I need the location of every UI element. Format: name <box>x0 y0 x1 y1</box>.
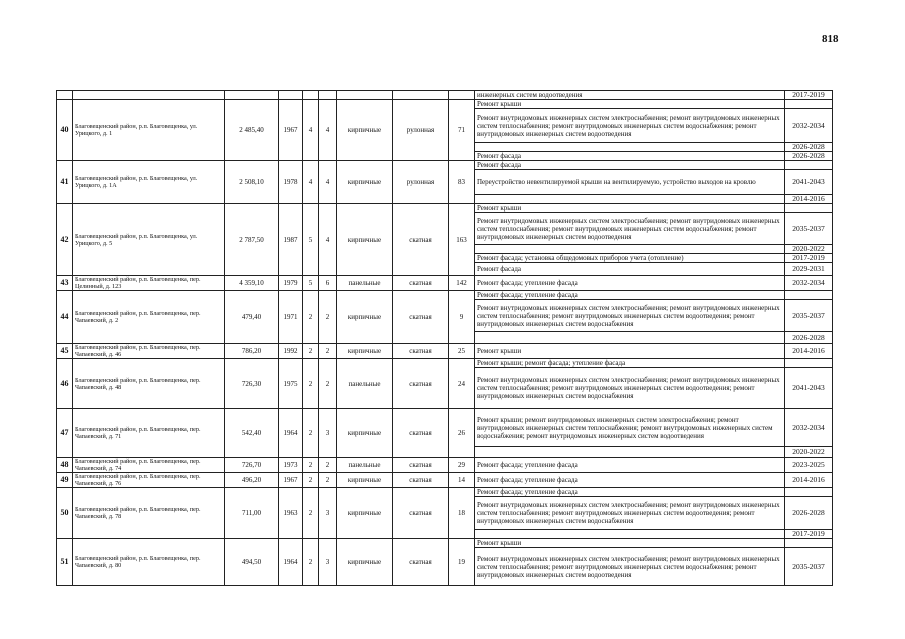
work-description: Ремонт фасада <box>475 152 785 161</box>
roof-type: скатная <box>393 344 449 359</box>
table-row <box>57 473 833 488</box>
wall-material: кирпичные <box>337 100 393 161</box>
floors: 2 <box>303 359 319 409</box>
table-row <box>57 291 833 300</box>
floors: 2 <box>303 409 319 458</box>
work-description <box>475 332 785 344</box>
address: Благовещенский район, р.п. Благовещенка, пер. Чапаевский, д. 2 <box>73 291 225 344</box>
roof-type: скатная <box>393 204 449 276</box>
wall-material: кирпичные <box>337 291 393 344</box>
wall-material: кирпичные <box>337 161 393 204</box>
floors: 5 <box>303 276 319 291</box>
floors: 2 <box>303 458 319 473</box>
work-years <box>785 204 833 213</box>
work-description <box>475 447 785 458</box>
address: Благовещенский район, р.п. Благовещенка, пер. Целинный, д. 123 <box>73 276 225 291</box>
residents-count: 25 <box>449 344 475 359</box>
table-row <box>57 409 833 447</box>
empty-cell <box>57 91 73 100</box>
address: Благовещенский район, р.п. Благовещенка, ул. Урицкого, д. 5 <box>73 204 225 276</box>
work-description: Ремонт фасада; утепление фасада <box>475 488 785 497</box>
build-year: 1964 <box>279 409 303 458</box>
build-year: 1978 <box>279 161 303 204</box>
entrances: 2 <box>319 291 337 344</box>
row-number: 43 <box>57 276 73 291</box>
entrances: 4 <box>319 204 337 276</box>
roof-type: скатная <box>393 458 449 473</box>
total-area: 2 508,10 <box>225 161 279 204</box>
build-year: 1963 <box>279 488 303 539</box>
work-years <box>785 539 833 548</box>
build-year: 1973 <box>279 458 303 473</box>
residents-count: 163 <box>449 204 475 276</box>
empty-cell <box>337 91 393 100</box>
entrances: 2 <box>319 473 337 488</box>
empty-cell <box>319 91 337 100</box>
work-description: Ремонт крыши <box>475 100 785 109</box>
work-years <box>785 488 833 497</box>
address: Благовещенский район, р.п. Благовещенка, пер. Чапаевский, д. 46 <box>73 344 225 359</box>
work-years: 2032-2034 <box>785 109 833 143</box>
residents-count: 26 <box>449 409 475 458</box>
total-area: 726,30 <box>225 359 279 409</box>
build-year: 1992 <box>279 344 303 359</box>
work-description <box>475 195 785 204</box>
empty-cell <box>449 91 475 100</box>
work-years: 2029-2031 <box>785 263 833 276</box>
row-number: 45 <box>57 344 73 359</box>
address: Благовещенский район, р.п. Благовещенка, пер. Чапаевский, д. 78 <box>73 488 225 539</box>
address: Благовещенский район, р.п. Благовещенка, пер. Чапаевский, д. 71 <box>73 409 225 458</box>
work-description: Ремонт внутридомовых инженерных систем электроснабжения; ремонт внутридомовых инженерных систем теплоснабжения; ремонт внутридомовых инженерных систем водоснабжения; ремонт внутридомовых инженерных систем водоотведения <box>475 548 785 586</box>
work-years: 2023-2025 <box>785 458 833 473</box>
build-year: 1971 <box>279 291 303 344</box>
work-years: 2041-2043 <box>785 368 833 409</box>
address: Благовещенский район, р.п. Благовещенка, пер. Чапаевский, д. 74 <box>73 458 225 473</box>
row-number: 42 <box>57 204 73 276</box>
total-area: 786,20 <box>225 344 279 359</box>
table-row <box>57 344 833 359</box>
address: Благовещенский район, р.п. Благовещенка, ул. Урицкого, д. 1 <box>73 100 225 161</box>
work-description: Ремонт фасада; утепление фасада <box>475 276 785 291</box>
work-years: 2014-2016 <box>785 195 833 204</box>
work-description: инженерных систем водоотведения <box>475 91 785 100</box>
build-year: 1979 <box>279 276 303 291</box>
work-description: Ремонт внутридомовых инженерных систем электроснабжения; ремонт внутридомовых инженерных систем теплоснабжения; ремонт внутридомовых инженерных систем водоснабжения; ремонт внутридомовых инженерных систем водоотведения <box>475 109 785 143</box>
work-years: 2014-2016 <box>785 473 833 488</box>
build-year: 1975 <box>279 359 303 409</box>
build-year: 1967 <box>279 473 303 488</box>
work-description: Переустройство невентилируемой крыши на вентилируемую, устройство выходов на кровлю <box>475 170 785 195</box>
table-row <box>57 276 833 291</box>
work-years: 2035-2037 <box>785 300 833 332</box>
address: Благовещенский район, р.п. Благовещенка, пер. Чапаевский, д. 48 <box>73 359 225 409</box>
row-number: 48 <box>57 458 73 473</box>
work-description: Ремонт фасада; утепление фасада <box>475 291 785 300</box>
build-year: 1987 <box>279 204 303 276</box>
wall-material: панельные <box>337 359 393 409</box>
table-row <box>57 100 833 109</box>
residents-count: 9 <box>449 291 475 344</box>
floors: 2 <box>303 539 319 586</box>
work-years: 2020-2022 <box>785 447 833 458</box>
work-description: Ремонт крыши <box>475 539 785 548</box>
entrances: 2 <box>319 344 337 359</box>
residents-count: 24 <box>449 359 475 409</box>
total-area: 496,20 <box>225 473 279 488</box>
row-number: 47 <box>57 409 73 458</box>
entrances: 2 <box>319 359 337 409</box>
roof-type: скатная <box>393 488 449 539</box>
work-description: Ремонт крыши <box>475 344 785 359</box>
work-description: Ремонт внутридомовых инженерных систем электроснабжения; ремонт внутридомовых инженерных систем теплоснабжения; ремонт внутридомовых инженерных систем водоотведения; ремонт внутридомовых инженерных систем водоснабжения <box>475 497 785 530</box>
page-number: 818 <box>822 33 839 45</box>
table-row <box>57 204 833 213</box>
work-description: Ремонт фасада <box>475 263 785 276</box>
empty-cell <box>73 91 225 100</box>
residents-count: 71 <box>449 100 475 161</box>
residents-count: 83 <box>449 161 475 204</box>
roof-type: скатная <box>393 291 449 344</box>
work-years <box>785 100 833 109</box>
work-description: Ремонт внутридомовых инженерных систем электроснабжения; ремонт внутридомовых инженерных систем теплоснабжения; ремонт внутридомовых инженерных систем водоснабжения; ремонт внутридомовых инженерных систем водоотведения <box>475 213 785 245</box>
roof-type: рулонная <box>393 100 449 161</box>
total-area: 726,70 <box>225 458 279 473</box>
roof-type: скатная <box>393 359 449 409</box>
work-years: 2020-2022 <box>785 245 833 254</box>
floors: 4 <box>303 161 319 204</box>
total-area: 542,40 <box>225 409 279 458</box>
entrances: 3 <box>319 409 337 458</box>
wall-material: кирпичные <box>337 488 393 539</box>
work-years: 2032-2034 <box>785 409 833 447</box>
work-years: 2017-2019 <box>785 530 833 539</box>
work-description: Ремонт крыши <box>475 204 785 213</box>
work-years <box>785 161 833 170</box>
work-description: Ремонт внутридомовых инженерных систем электроснабжения; ремонт внутридомовых инженерных систем теплоснабжения; ремонт внутридомовых инженерных систем водоотведения; ремонт внутридомовых инженерных систем водоснабжения <box>475 300 785 332</box>
work-years: 2041-2043 <box>785 170 833 195</box>
work-description: Ремонт внутридомовых инженерных систем электроснабжения; ремонт внутридомовых инженерных систем теплоснабжения; ремонт внутридомовых инженерных систем водоотведения; ремонт внутридомовых инженерных систем водоснабжения <box>475 368 785 409</box>
work-years: 2035-2037 <box>785 213 833 245</box>
entrances: 2 <box>319 458 337 473</box>
floors: 2 <box>303 344 319 359</box>
work-description <box>475 143 785 152</box>
table-row <box>57 359 833 368</box>
floors: 2 <box>303 291 319 344</box>
wall-material: кирпичные <box>337 204 393 276</box>
row-number: 40 <box>57 100 73 161</box>
total-area: 494,50 <box>225 539 279 586</box>
row-number: 51 <box>57 539 73 586</box>
entrances: 3 <box>319 539 337 586</box>
floors: 5 <box>303 204 319 276</box>
work-years: 2035-2037 <box>785 548 833 586</box>
work-description: Ремонт фасада <box>475 161 785 170</box>
table-row <box>57 488 833 497</box>
empty-cell <box>303 91 319 100</box>
wall-material: кирпичные <box>337 473 393 488</box>
table-row <box>57 161 833 170</box>
roof-type: скатная <box>393 276 449 291</box>
roof-type: скатная <box>393 409 449 458</box>
residents-count: 19 <box>449 539 475 586</box>
row-number: 41 <box>57 161 73 204</box>
work-description <box>475 530 785 539</box>
roof-type: скатная <box>393 539 449 586</box>
wall-material: панельные <box>337 458 393 473</box>
empty-cell <box>279 91 303 100</box>
residents-count: 29 <box>449 458 475 473</box>
work-years: 2017-2019 <box>785 91 833 100</box>
work-description: Ремонт фасада; установка общедомовых приборов учета (отопление) <box>475 254 785 263</box>
wall-material: кирпичные <box>337 344 393 359</box>
empty-cell <box>225 91 279 100</box>
work-years <box>785 359 833 368</box>
table-row <box>57 91 833 100</box>
residents-count: 18 <box>449 488 475 539</box>
row-number: 49 <box>57 473 73 488</box>
total-area: 2 787,50 <box>225 204 279 276</box>
build-year: 1967 <box>279 100 303 161</box>
register-table <box>56 90 833 586</box>
work-years: 2017-2019 <box>785 254 833 263</box>
floors: 2 <box>303 488 319 539</box>
work-description: Ремонт фасада; утепление фасада <box>475 458 785 473</box>
row-number: 46 <box>57 359 73 409</box>
empty-cell <box>393 91 449 100</box>
entrances: 3 <box>319 488 337 539</box>
floors: 4 <box>303 100 319 161</box>
table-row <box>57 458 833 473</box>
work-years <box>785 291 833 300</box>
residents-count: 142 <box>449 276 475 291</box>
wall-material: панельные <box>337 276 393 291</box>
work-description: Ремонт крыши; ремонт внутридомовых инженерных систем электроснабжения; ремонт внутридомовых инженерных систем теплоснабжения; ремонт внутридомовых инженерных систем водоснабжения; ремонт внутридомовых инженерных систем водоотведения <box>475 409 785 447</box>
work-years: 2014-2016 <box>785 344 833 359</box>
work-years: 2032-2034 <box>785 276 833 291</box>
entrances: 6 <box>319 276 337 291</box>
row-number: 50 <box>57 488 73 539</box>
build-year: 1964 <box>279 539 303 586</box>
total-area: 2 485,40 <box>225 100 279 161</box>
total-area: 711,00 <box>225 488 279 539</box>
work-description <box>475 245 785 254</box>
address: Благовещенский район, р.п. Благовещенка, пер. Чапаевский, д. 76 <box>73 473 225 488</box>
residents-count: 14 <box>449 473 475 488</box>
total-area: 4 359,10 <box>225 276 279 291</box>
total-area: 479,40 <box>225 291 279 344</box>
floors: 2 <box>303 473 319 488</box>
entrances: 4 <box>319 100 337 161</box>
wall-material: кирпичные <box>337 539 393 586</box>
entrances: 4 <box>319 161 337 204</box>
work-years: 2026-2028 <box>785 332 833 344</box>
address: Благовещенский район, р.п. Благовещенка, ул. Урицкого, д. 1А <box>73 161 225 204</box>
address: Благовещенский район, р.п. Благовещенка, пер. Чапаевский, д. 80 <box>73 539 225 586</box>
work-description: Ремонт фасада; утепление фасада <box>475 473 785 488</box>
work-years: 2026-2028 <box>785 152 833 161</box>
work-description: Ремонт крыши; ремонт фасада; утепление фасада <box>475 359 785 368</box>
work-years: 2026-2028 <box>785 143 833 152</box>
table-row <box>57 539 833 548</box>
work-years: 2026-2028 <box>785 497 833 530</box>
roof-type: рулонная <box>393 161 449 204</box>
roof-type: скатная <box>393 473 449 488</box>
row-number: 44 <box>57 291 73 344</box>
wall-material: кирпичные <box>337 409 393 458</box>
